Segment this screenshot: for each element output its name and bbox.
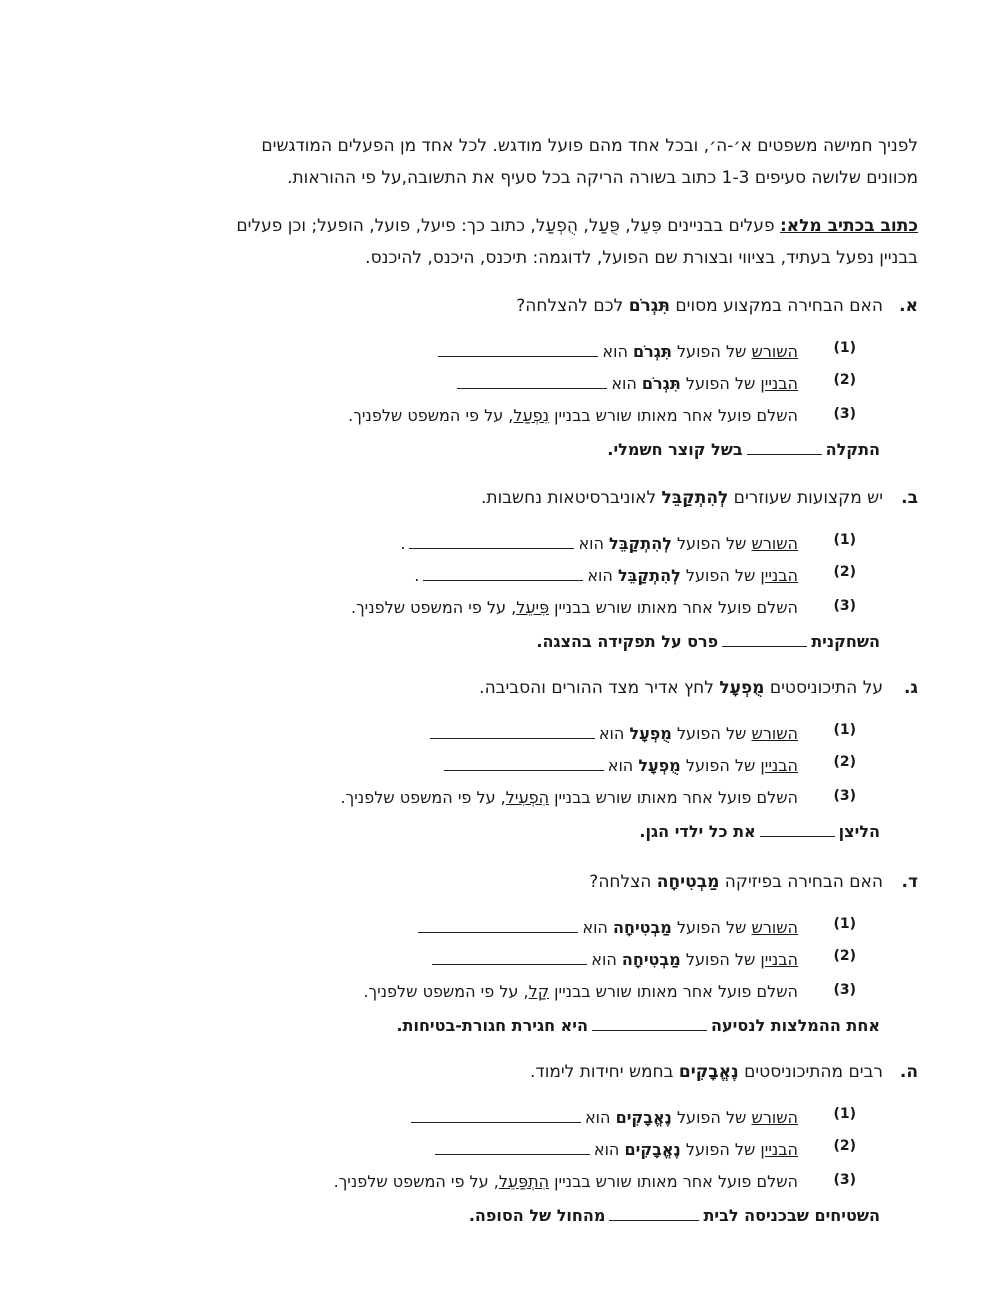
note-line-1 bbox=[82, 210, 918, 242]
fill-in-sentence bbox=[469, 1204, 880, 1225]
subitem-binyan bbox=[82, 372, 918, 402]
is-text: הוא bbox=[598, 724, 630, 743]
fill-sentence-end: את כל ילדי הגן. bbox=[639, 822, 756, 841]
subitem-verb: נֶאֱבָקִים bbox=[624, 1140, 681, 1159]
subitem-complete bbox=[82, 406, 918, 436]
answer-blank-binyan[interactable] bbox=[432, 948, 587, 965]
subitem-root-text bbox=[400, 532, 798, 553]
fill-sentence-end: מהחול של הסופה. bbox=[468, 1206, 606, 1225]
complete-instruction-end: , על פי המשפט שלפניך. bbox=[333, 1172, 499, 1191]
subitem-complete-text bbox=[341, 788, 798, 807]
answer-blank-sentence[interactable] bbox=[760, 820, 835, 837]
subitem-number: (2) bbox=[833, 1138, 856, 1154]
question-sentence bbox=[82, 1062, 918, 1092]
subitem-complete-text bbox=[348, 406, 798, 425]
question-sentence bbox=[82, 296, 918, 326]
binyan-label: הבניין bbox=[760, 374, 798, 393]
subitem-verb: נֶאֱבָקִים bbox=[615, 1108, 672, 1127]
subitem-binyan bbox=[82, 564, 918, 594]
question-text bbox=[479, 678, 883, 698]
question-verb: נֶאֱבָקִים bbox=[678, 1062, 739, 1082]
is-text: הוא bbox=[602, 342, 634, 361]
answer-blank-binyan[interactable] bbox=[444, 754, 604, 771]
target-binyan: פִּיעֵל bbox=[516, 598, 550, 617]
is-text: הוא bbox=[587, 566, 618, 585]
is-text: הוא bbox=[578, 534, 610, 553]
binyan-label: הבניין bbox=[760, 950, 798, 969]
subitem-root bbox=[82, 340, 918, 370]
root-label: השורש bbox=[751, 1108, 798, 1127]
intro-paragraph bbox=[82, 130, 918, 194]
subitem-number: (3) bbox=[833, 598, 856, 614]
binyan-label: הבניין bbox=[760, 1140, 798, 1159]
subitem-number: (3) bbox=[833, 788, 856, 804]
answer-blank-root[interactable] bbox=[409, 532, 574, 549]
question-pre: רבים מהתיכוניסטים bbox=[738, 1062, 883, 1082]
target-binyan: נִפְעַל bbox=[513, 406, 550, 425]
fill-sentence-start: השטיחים שבכניסה לבית bbox=[703, 1206, 880, 1225]
target-binyan: הִפְעִיל bbox=[505, 788, 550, 807]
subitem-complete bbox=[82, 788, 918, 818]
complete-instruction: השלם פועל אחר מאותו שורש בבניין bbox=[549, 406, 798, 425]
question-sentence bbox=[82, 678, 918, 708]
answer-blank-sentence[interactable] bbox=[747, 438, 822, 455]
question-post: לכם להצלחה? bbox=[516, 296, 629, 316]
question-verb: לְהִתְקַבֵּל bbox=[661, 488, 729, 508]
subitem-number: (1) bbox=[833, 916, 856, 932]
subitem-end: . bbox=[400, 534, 406, 553]
answer-blank-sentence[interactable] bbox=[722, 630, 807, 647]
of-verb-text: של הפועל bbox=[680, 756, 761, 775]
question-post: לאוניברסיטאות נחשבות. bbox=[481, 488, 662, 508]
question-sentence bbox=[82, 488, 918, 518]
intro-line-1: לפניך חמישה משפטים א׳-ה׳, ובכל אחד מהם פועל מודגש. לכל אחד מן הפעלים המודגשים bbox=[261, 136, 918, 156]
answer-blank-sentence[interactable] bbox=[609, 1204, 699, 1221]
subitem-number: (1) bbox=[833, 722, 856, 738]
complete-instruction-end: , על פי המשפט שלפניך. bbox=[340, 788, 506, 807]
subitem-verb: תִּגְרֹם bbox=[641, 374, 681, 393]
is-text: הוא bbox=[611, 374, 642, 393]
subitem-verb: מֻפְעָל bbox=[638, 756, 681, 775]
subitem-binyan-text bbox=[414, 564, 798, 585]
fill-sentence-start: אחת ההמלצות לנסיעה bbox=[711, 1016, 880, 1035]
subitem-complete-text bbox=[334, 1172, 798, 1191]
subitem-binyan bbox=[82, 754, 918, 784]
fill-sentence-start: הליצן bbox=[838, 822, 880, 841]
root-label: השורש bbox=[751, 534, 798, 553]
target-binyan: קַל bbox=[528, 982, 550, 1001]
is-text: הוא bbox=[593, 1140, 625, 1159]
subitem-binyan-text bbox=[440, 754, 798, 775]
fill-sentence-start: התקלה bbox=[825, 440, 880, 459]
spelling-note bbox=[82, 210, 918, 274]
of-verb-text: של הפועל bbox=[671, 1108, 752, 1127]
question-letter: ה. bbox=[899, 1062, 918, 1082]
of-verb-text: של הפועל bbox=[680, 566, 761, 585]
subitem-number: (2) bbox=[833, 564, 856, 580]
subitem-complete bbox=[82, 598, 918, 628]
subitem-verb: לְהִתְקַבֵּל bbox=[617, 566, 681, 585]
subitem-complete bbox=[82, 982, 918, 1012]
subitem-verb: מַבְטִיחָה bbox=[612, 918, 672, 937]
answer-blank-root[interactable] bbox=[418, 916, 578, 933]
subitem-root bbox=[82, 1106, 918, 1136]
fill-sentence-start: השחקנית bbox=[811, 632, 880, 651]
subitem-binyan-text bbox=[431, 1138, 798, 1159]
question-post: לחץ אדיר מצד ההורים והסביבה. bbox=[479, 678, 720, 698]
question-text bbox=[530, 1062, 883, 1082]
subitem-end: . bbox=[414, 566, 420, 585]
question-verb: תִּגְרֹם bbox=[628, 296, 670, 316]
fill-sentence-end: היא חגירת חגורת-בטיחות. bbox=[396, 1016, 589, 1035]
question-pre: האם הבחירה בפיזיקה bbox=[719, 872, 883, 892]
target-binyan: הִתְפַּעֵל bbox=[498, 1172, 550, 1191]
of-verb-text: של הפועל bbox=[671, 342, 752, 361]
of-verb-text: של הפועל bbox=[671, 724, 752, 743]
is-text: הוא bbox=[584, 1108, 616, 1127]
subitem-root-text bbox=[426, 722, 798, 743]
subitem-root bbox=[82, 722, 918, 752]
subitem-binyan bbox=[82, 948, 918, 978]
subitem-root bbox=[82, 532, 918, 562]
answer-blank-root[interactable] bbox=[411, 1106, 581, 1123]
subitem-number: (1) bbox=[833, 532, 856, 548]
subitem-binyan-text bbox=[428, 948, 798, 969]
binyan-label: הבניין bbox=[760, 566, 798, 585]
root-label: השורש bbox=[751, 342, 798, 361]
question-sentence bbox=[82, 872, 918, 902]
of-verb-text: של הפועל bbox=[671, 918, 752, 937]
complete-instruction: השלם פועל אחר מאותו שורש בבניין bbox=[549, 788, 798, 807]
root-label: השורש bbox=[751, 724, 798, 743]
of-verb-text: של הפועל bbox=[671, 534, 752, 553]
answer-blank-binyan[interactable] bbox=[423, 564, 583, 581]
complete-instruction: השלם פועל אחר מאותו שורש בבניין bbox=[549, 1172, 798, 1191]
question-pre: יש מקצועות שעוזרים bbox=[728, 488, 883, 508]
is-text: הוא bbox=[582, 918, 613, 937]
question-letter: ג. bbox=[903, 678, 918, 698]
subitem-number: (3) bbox=[833, 1172, 856, 1188]
note-heading: כתוב בכתיב מלא: bbox=[779, 216, 918, 236]
complete-instruction: השלם פועל אחר מאותו שורש בבניין bbox=[549, 598, 798, 617]
subitem-number: (3) bbox=[833, 406, 856, 422]
complete-instruction-end: , על פי המשפט שלפניך. bbox=[363, 982, 529, 1001]
question-post: הצלחה? bbox=[589, 872, 657, 892]
fill-in-sentence bbox=[396, 1014, 880, 1035]
subitem-verb: תִּגְרֹם bbox=[633, 342, 672, 361]
subitem-root bbox=[82, 916, 918, 946]
question-letter: ב. bbox=[901, 488, 918, 508]
question-text bbox=[589, 872, 883, 892]
subitem-root-text bbox=[407, 1106, 798, 1127]
subitem-verb: לְהִתְקַבֵּל bbox=[609, 534, 672, 553]
subitem-complete-text bbox=[351, 598, 798, 617]
subitem-complete bbox=[82, 1172, 918, 1202]
subitem-verb: מֻפְעָל bbox=[629, 724, 672, 743]
note-line-2: בבניין נפעל בעתיד, בציווי ובצורת שם הפועל, לדוגמה: תיכנס, היכנס, להיכנס. bbox=[365, 248, 918, 268]
subitem-number: (1) bbox=[833, 1106, 856, 1122]
answer-blank-root[interactable] bbox=[430, 722, 595, 739]
subitem-complete-text bbox=[363, 982, 798, 1001]
subitem-binyan bbox=[82, 1138, 918, 1168]
question-verb: מֻפְעָל bbox=[719, 678, 765, 698]
of-verb-text: של הפועל bbox=[680, 950, 761, 969]
is-text: הוא bbox=[607, 756, 639, 775]
subitem-number: (2) bbox=[833, 754, 856, 770]
fill-sentence-end: בשל קוצר חשמלי. bbox=[607, 440, 743, 459]
subitem-number: (3) bbox=[833, 982, 856, 998]
answer-blank-root[interactable] bbox=[438, 340, 598, 357]
intro-line-2: מכוונים שלושה סעיפים 1-3 כתוב בשורה הריקה בכל סעיף את התשובה,על פי ההוראות. bbox=[287, 168, 918, 188]
answer-blank-binyan[interactable] bbox=[435, 1138, 590, 1155]
root-label: השורש bbox=[751, 918, 798, 937]
subitem-number: (1) bbox=[833, 340, 856, 356]
complete-instruction: השלם פועל אחר מאותו שורש בבניין bbox=[549, 982, 798, 1001]
of-verb-text: של הפועל bbox=[680, 374, 761, 393]
answer-blank-binyan[interactable] bbox=[457, 372, 607, 389]
fill-in-sentence bbox=[639, 820, 880, 841]
of-verb-text: של הפועל bbox=[680, 1140, 761, 1159]
answer-blank-sentence[interactable] bbox=[592, 1014, 707, 1031]
question-text bbox=[516, 296, 883, 316]
is-text: הוא bbox=[591, 950, 622, 969]
fill-in-sentence bbox=[536, 630, 880, 651]
question-text bbox=[481, 488, 883, 508]
subitem-number: (2) bbox=[833, 372, 856, 388]
question-verb: מַבְטִיחָה bbox=[656, 872, 720, 892]
fill-in-sentence bbox=[607, 438, 880, 459]
question-letter: א. bbox=[899, 296, 918, 316]
question-pre: האם הבחירה במקצוע מסוים bbox=[670, 296, 883, 316]
note-line-1-text: פעלים בבניינים פִּעֵל, פֻּעַל, הֻפְעַל, כתוב כך: פיעל, פועל, הופעל; וכן פעלים bbox=[236, 216, 780, 236]
subitem-root-text bbox=[434, 340, 798, 361]
subitem-binyan-text bbox=[453, 372, 798, 393]
binyan-label: הבניין bbox=[760, 756, 798, 775]
subitem-number: (2) bbox=[833, 948, 856, 964]
question-pre: על התיכוניסטים bbox=[764, 678, 883, 698]
question-letter: ד. bbox=[901, 872, 918, 892]
fill-sentence-end: פרס על תפקידה בהצגה. bbox=[536, 632, 719, 651]
complete-instruction-end: , על פי המשפט שלפניך. bbox=[351, 598, 517, 617]
subitem-root-text bbox=[414, 916, 798, 937]
complete-instruction-end: , על פי המשפט שלפניך. bbox=[348, 406, 514, 425]
subitem-verb: מַבְטִיחָה bbox=[621, 950, 681, 969]
question-post: בחמש יחידות לימוד. bbox=[530, 1062, 679, 1082]
